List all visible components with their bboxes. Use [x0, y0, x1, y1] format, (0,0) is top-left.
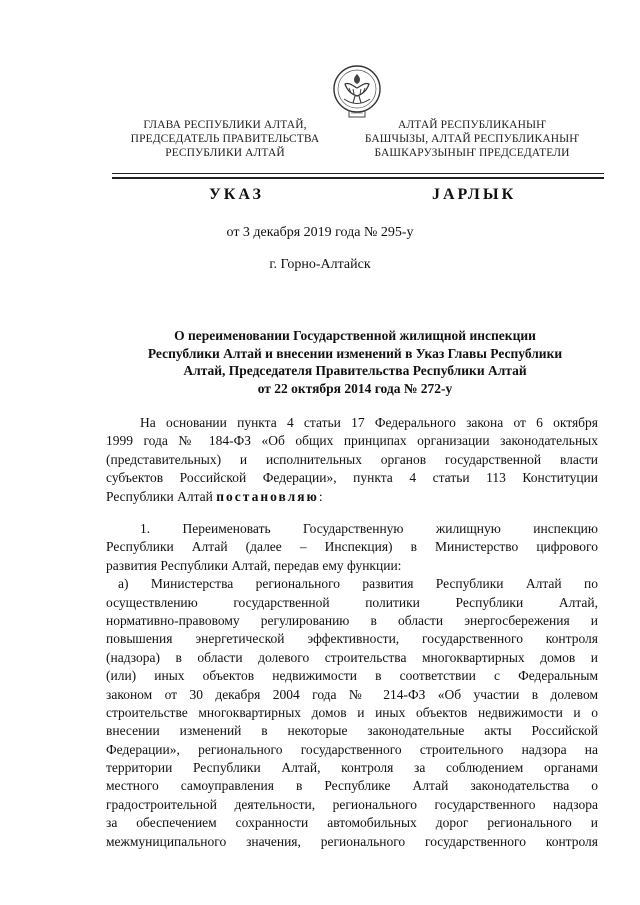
- header-left-line: РЕСПУБЛИКИ АЛТАЙ: [165, 147, 285, 159]
- text-line: (надзора) в области долевого строительства многоквартирных домов и: [106, 649, 598, 665]
- text-line: Федерации», регионального государственного строительного надзора на: [106, 741, 598, 757]
- header-left-line: ГЛАВА РЕСПУБЛИКИ АЛТАЙ,: [143, 119, 307, 131]
- text-line: нормативно-правовому регулированию в области энергосбережения и: [106, 612, 598, 628]
- text-line: [106, 488, 598, 506]
- text-fragment: Республики Алтай: [106, 488, 217, 504]
- header-left-line: ПРЕДСЕДАТЕЛЬ ПРАВИТЕЛЬСТВА: [130, 133, 320, 145]
- text-line: Республики Алтай (далее – Инспекция) в Министерство цифрового: [106, 539, 598, 555]
- text-line: а) Министерства регионального развития Республики Алтай по: [118, 576, 598, 592]
- republic-altai-emblem-icon: [331, 62, 383, 122]
- header-divider-thick: [112, 177, 604, 179]
- text-line: законом от 30 декабря 2004 года № 214-ФЗ «Об участии в долевом: [106, 686, 598, 702]
- header-right-line: АЛТАЙ РЕСПУБЛИКАНЫҤ: [398, 119, 546, 131]
- text-line: 1. Переименовать Государственную жилищную инспекцию: [140, 521, 598, 536]
- text-line: местного самоуправления в Республике Алтай законодательства о: [106, 778, 598, 794]
- text-line: (или) иных объектов недвижимости в соответствии с Федеральным: [106, 668, 598, 684]
- decree-title-line: от 22 октября 2014 года № 272-у: [257, 380, 453, 396]
- decree-title: [105, 327, 605, 397]
- header-divider-thin: [112, 173, 604, 174]
- text-line: за обеспечением сохранности автомобильных дорог регионального и: [106, 815, 598, 831]
- header-right-line: БАШЧЫЗЫ, АЛТАЙ РЕСПУБЛИКАНЫҤ: [364, 133, 580, 145]
- text-line: осуществлению государственной политики Республики Алтай,: [106, 594, 598, 610]
- text-line: строительстве многоквартирных домов и иных объектов недвижимости и о: [106, 704, 598, 720]
- decree-date-number: от 3 декабря 2019 года № 295-у: [226, 225, 414, 240]
- doc-type-altai: JАРЛЫК: [432, 186, 517, 203]
- preamble-paragraph: [106, 414, 598, 506]
- text-line: (представительных) и исполнительных органов государственной власти: [106, 451, 598, 467]
- decree-title-line: О переименовании Государственной жилищной инспекции: [174, 328, 536, 343]
- text-line: На основании пункта 4 статьи 17 Федерального закона от 6 октября: [140, 415, 598, 430]
- decree-title-line: Республики Алтай и внесении изменений в Указ Главы Республики: [147, 345, 563, 361]
- header-right-line: БАШКАРУЗЫНЫҤ ПРЕДСЕДАТЕЛИ: [374, 147, 570, 159]
- text-line: территории Республики Алтай, контроля за соблюдением органами: [106, 760, 598, 776]
- decree-item-1: [106, 520, 598, 851]
- decree-word: постановляю: [216, 488, 319, 504]
- text-fragment: :: [318, 488, 323, 504]
- text-line: 1999 года № 184-ФЗ «Об общих принципах организации законодательных: [106, 433, 598, 449]
- header-left-block: [118, 118, 332, 160]
- text-line: повышения энергетической эффективности, государственного контроля: [106, 631, 598, 647]
- header-right-block: [352, 118, 592, 160]
- text-line: развития Республики Алтай, передав ему функции:: [106, 557, 402, 573]
- text-line: внесении изменений в некоторые законодательные акты Российской: [106, 723, 598, 739]
- text-line: градостроительной деятельности, регионального государственного надзора: [106, 796, 598, 812]
- text-line: субъектов Российской Федерации», пункта 4 статьи 113 Конституции: [106, 470, 598, 486]
- doc-type-russian: УКАЗ: [209, 186, 264, 203]
- text-line: межмуниципального значения, регионального государственного контроля: [106, 833, 598, 849]
- decree-title-line: Алтай, Председателя Правительства Республики Алтай: [183, 363, 527, 378]
- decree-city: г. Горно-Алтайск: [269, 257, 371, 272]
